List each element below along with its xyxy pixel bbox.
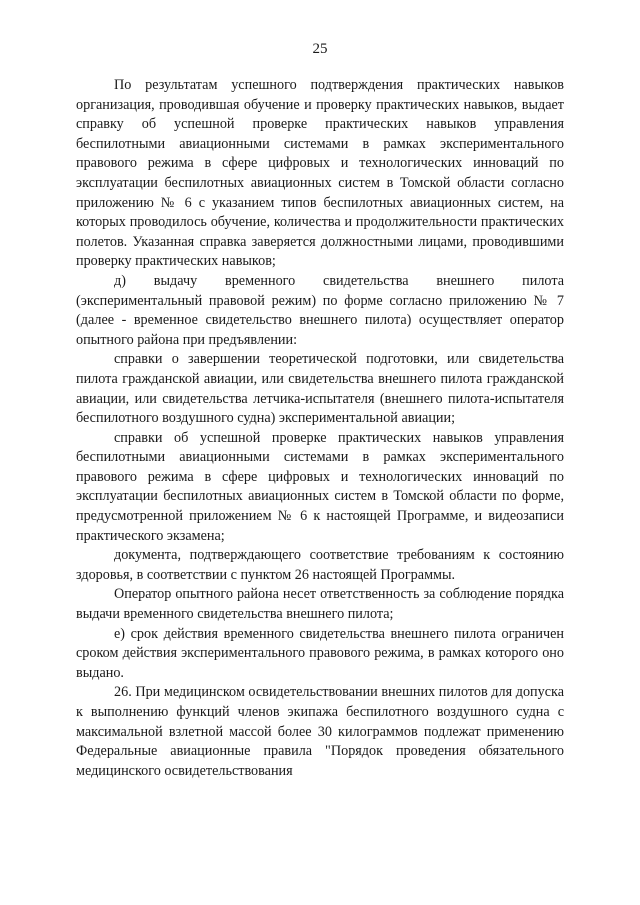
body-text: [76, 76, 564, 781]
paragraph-skills-check-certificate: справки об успешной проверке практических навыков управления беспилотными авиационными системами в рамках экспериментального правового режима в сфере цифровых и технологических инноваций по эксплуатации беспилотных авиационных систем в Томской области по форме, предусмотренной приложением № 6 к настоящей Программе, и видеозаписи практического экзамена;: [76, 429, 564, 544]
paragraph-practical-skills-certificate: По результатам успешного подтверждения практических навыков организация, проводившая обучение и проверку практических навыков, выдает справку об успешной проверке практических навыков управления беспилотными авиационными системами в рамках экспериментального правового режима в сфере цифровых и технологических инноваций по эксплуатации беспилотных авиационных систем в Томской области согласно приложению № 6 с указанием типов беспилотных авиационных систем, на которых проводилось обучение, количества и продолжительности практических полетов. Указанная справка заверяется должностными лицами, проводившими проверку практических навыков;: [76, 77, 564, 270]
paragraph-item-d: д) выдачу временного свидетельства внешнего пилота (экспериментальный правовой режим) по форме согласно приложению № 7 (далее - временное свидетельство внешнего пилота) осуществляет оператор опытного района при предъявлении:: [76, 272, 564, 348]
paragraph-section-26: 26. При медицинском освидетельствовании внешних пилотов для допуска к выполнению функций членов экипажа беспилотного воздушного судна с максимальной взлетной массой более 30 килограммов подлежат применению Федеральные авиационные правила "Порядок проведения обязательного медицинского освидетельствования: [76, 684, 564, 779]
paragraph-operator-responsibility: Оператор опытного района несет ответственность за соблюдение порядка выдачи временного свидетельства внешнего пилота;: [76, 586, 564, 623]
paragraph-item-e: е) срок действия временного свидетельства внешнего пилота ограничен сроком действия экспериментального правового режима, в рамках которого оно выдано.: [76, 625, 564, 681]
page-number: 25: [312, 41, 328, 57]
paragraph-health-document: документа, подтверждающего соответствие требованиям к состоянию здоровья, в соответствии с пунктом 26 настоящей Программы.: [76, 547, 564, 583]
paragraph-theory-certificate: справки о завершении теоретической подготовки, или свидетельства пилота гражданской авиации, или свидетельства внешнего пилота гражданской авиации, или свидетельства летчика-испытателя (внешнего пилота-испытателя беспилотного воздушного судна) экспериментальной авиации;: [76, 351, 564, 427]
